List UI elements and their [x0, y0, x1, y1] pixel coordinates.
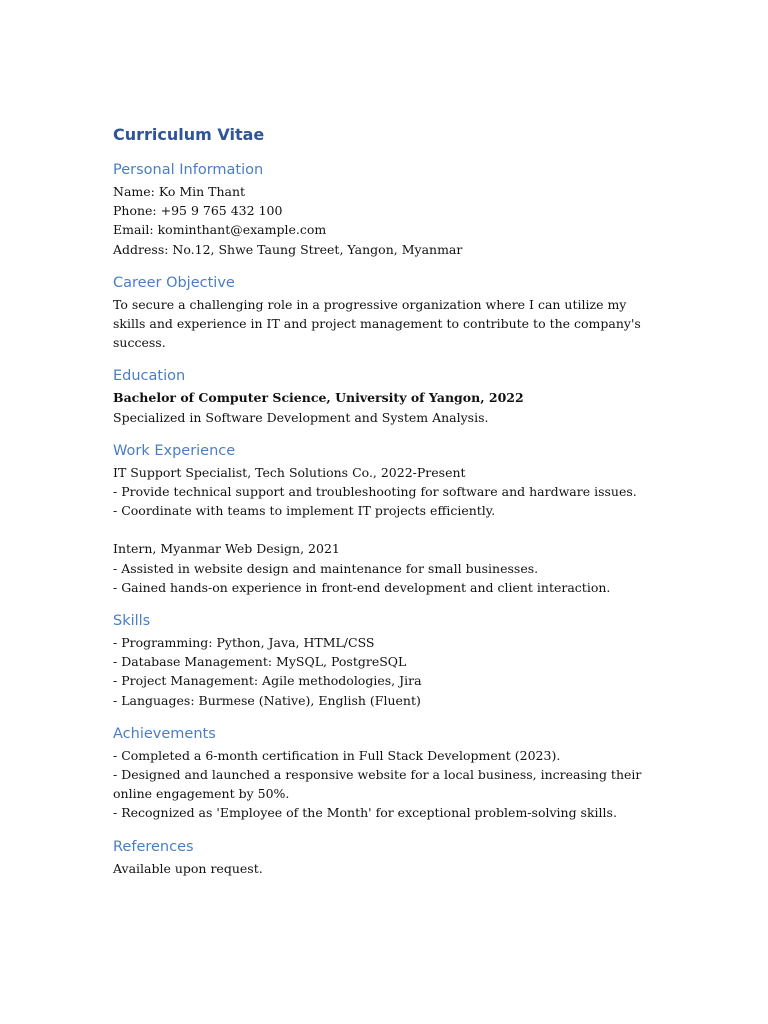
address-line: Address: No.12, Shwe Taung Street, Yangon, Myanmar — [113, 241, 463, 257]
job-bullet: - Gained hands-on experience in front-end development and client interaction. — [113, 579, 611, 595]
job-title: Intern, Myanmar Web Design, 2021 — [113, 541, 340, 557]
document-title: Curriculum Vitae — [113, 125, 265, 144]
work-experience-section — [113, 441, 673, 597]
email-line: Email: kominthant@example.com — [113, 222, 327, 238]
job-bullet: - Provide technical support and troubleshooting for software and hardware issues. — [113, 484, 637, 500]
career-objective-section — [113, 273, 673, 353]
cv-document — [113, 124, 673, 878]
achievements-section — [113, 724, 673, 823]
skill-item: - Programming: Python, Java, HTML/CSS — [113, 635, 375, 651]
education-heading: Education — [113, 368, 186, 385]
degree-line: Bachelor of Computer Science, University of Yangon, 2022 — [113, 390, 524, 406]
job-spacer — [113, 520, 673, 539]
phone-line: Phone: +95 9 765 432 100 — [113, 203, 283, 219]
career-objective-text: To secure a challenging role in a progressive organization where I can utilize my skills and experience in IT and project management to contribute to the company's success. — [113, 296, 641, 351]
achievement-item: - Designed and launched a responsive website for a local business, increasing their online engagement by 50%. — [113, 767, 642, 802]
references-text: Available upon request. — [113, 860, 263, 876]
skills-heading: Skills — [113, 613, 151, 630]
education-detail: Specialized in Software Development and System Analysis. — [113, 409, 489, 425]
achievement-item: - Completed a 6-month certification in Full Stack Development (2023). — [113, 747, 561, 763]
job-bullet: - Assisted in website design and maintenance for small businesses. — [113, 560, 539, 576]
job-title: IT Support Specialist, Tech Solutions Co., 2022-Present — [113, 464, 466, 480]
skill-item: - Languages: Burmese (Native), English (Fluent) — [113, 692, 421, 708]
name-line: Name: Ko Min Thant — [113, 184, 246, 199]
skill-item: - Project Management: Agile methodologies, Jira — [113, 673, 422, 689]
career-objective-heading: Career Objective — [113, 274, 235, 291]
skill-item: - Database Management: MySQL, PostgreSQL — [113, 654, 407, 670]
personal-information-heading: Personal Information — [113, 162, 264, 178]
work-experience-heading: Work Experience — [113, 442, 236, 459]
achievement-item: - Recognized as 'Employee of the Month' for exceptional problem-solving skills. — [113, 805, 617, 821]
achievements-heading: Achievements — [113, 725, 216, 742]
personal-information-section — [113, 160, 673, 259]
references-section — [113, 837, 673, 878]
job-bullet: - Coordinate with teams to implement IT projects efficiently. — [113, 503, 496, 519]
skills-section — [113, 611, 673, 710]
education-section — [113, 366, 673, 426]
references-heading: References — [113, 838, 194, 855]
